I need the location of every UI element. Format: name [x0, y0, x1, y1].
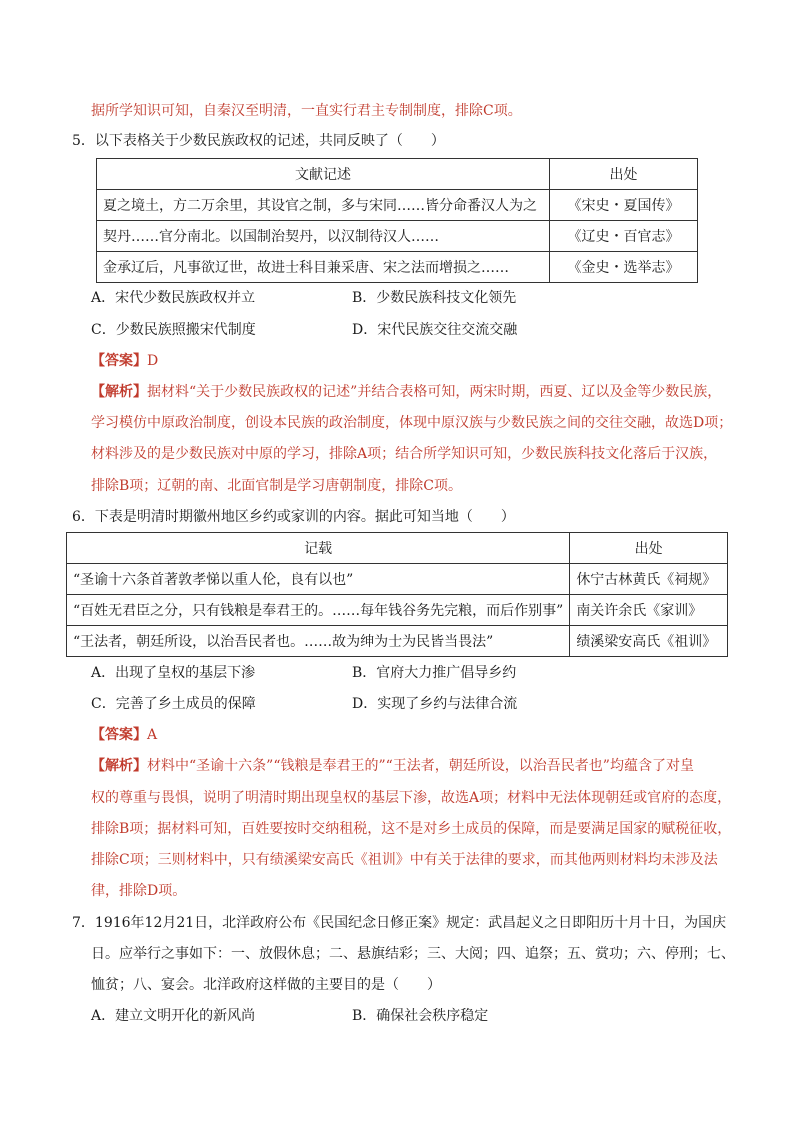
table-header: 文献记述	[97, 159, 550, 190]
q5-option-c: C．少数民族照搬宋代制度	[91, 322, 256, 338]
analysis-tag: 【解析】	[91, 384, 147, 400]
table-row	[67, 595, 728, 626]
table-header-row	[97, 159, 698, 190]
q5-analysis-line	[91, 382, 721, 402]
table-cell: 《辽史・百官志》	[550, 221, 698, 252]
q6-analysis-line: 权的尊重与畏惧，说明了明清时期出现皇权的基层下渗，故选A项；材料中无法体现朝廷或官府的态度，	[91, 790, 732, 806]
q7-stem-line: 日。应举行之事如下：一、放假休息；二、悬旗结彩；三、大阅；四、追祭；五、赏功；六、停刑；七、	[91, 946, 735, 962]
q5-option-a: A．宋代少数民族政权并立	[91, 290, 256, 306]
answer-value: A	[147, 727, 158, 743]
q5-analysis-line: 排除B项；辽朝的南、北面官制是学习唐朝制度，排除C项。	[91, 478, 462, 494]
q6-analysis-line	[91, 756, 694, 776]
table-row	[97, 252, 698, 283]
table-header-row	[67, 533, 728, 564]
q6-option-c: C．完善了乡土成员的保障	[91, 696, 256, 712]
q6-analysis-line: 律，排除D项。	[91, 883, 187, 899]
q5-analysis-line: 材料涉及的是少数民族对中原的学习，排除A项；结合所学知识可知，少数民族科技文化落后于汉族，	[91, 446, 718, 462]
q5-option-d: D．宋代民族交往交流交融	[352, 322, 518, 338]
analysis-text: 据材料“关于少数民族政权的记述”并结合表格可知，两宋时期，西夏、辽以及金等少数民族，	[147, 384, 722, 400]
table-row	[67, 626, 728, 657]
prev-explanation: 据所学知识可知，自秦汉至明清，一直实行君主专制制度，排除C项。	[91, 103, 522, 119]
q6-answer	[91, 725, 157, 745]
table-cell: 夏之境土，方二万余里，其设官之制，多与宋同……皆分命番汉人为之	[97, 190, 550, 221]
table-cell: “圣谕十六条首著敦孝悌以重人伦，良有以也”	[67, 564, 570, 595]
answer-value: D	[147, 353, 159, 369]
q7-stem-line: 7．1916年12月21日，北洋政府公布《民国纪念日修正案》规定：武昌起义之日即阳历十月十日，为国庆	[72, 915, 727, 931]
table-row	[97, 190, 698, 221]
answer-tag: 【答案】	[91, 727, 147, 743]
table-header: 记载	[67, 533, 570, 564]
q6-analysis-line: 排除B项；据材料可知，百姓要按时交纳租税，这不是对乡土成员的保障，而是要满足国家的赋税征收，	[91, 821, 732, 837]
table-cell: 南关许余氏《家训》	[570, 595, 728, 626]
q5-option-b: B．少数民族科技文化领先	[352, 290, 517, 306]
table-header: 出处	[570, 533, 728, 564]
table-cell: 契丹……官分南北。以国制治契丹，以汉制待汉人……	[97, 221, 550, 252]
table-cell: “王法者，朝廷所设，以治吾民者也。……故为绅为士为民皆当畏法”	[67, 626, 570, 657]
q5-analysis-line: 学习模仿中原政治制度，创设本民族的政治制度，体现中原汉族与少数民族之间的交往交融，故选D项；	[91, 415, 733, 431]
q6-option-d: D．实现了乡约与法律合流	[352, 696, 518, 712]
table-row	[67, 564, 728, 595]
q6-table	[66, 532, 728, 657]
q7-stem-line: 恤贫；八、宴会。北洋政府这样做的主要目的是（ ）	[91, 977, 441, 993]
table-cell: 《宋史・夏国传》	[550, 190, 698, 221]
table-header: 出处	[550, 159, 698, 190]
answer-tag: 【答案】	[91, 353, 147, 369]
q7-option-a: A．建立文明开化的新风尚	[91, 1008, 256, 1024]
q6-analysis-line: 排除C项；三则材料中，只有绩溪梁安高氏《祖训》中有关于法律的要求，而其他两则材料均未涉及法	[91, 852, 718, 868]
q7-option-b: B．确保社会秩序稳定	[352, 1008, 489, 1024]
q5-answer	[91, 351, 158, 371]
table-cell: “百姓无君臣之分，只有钱粮是奉君王的。……每年钱谷务先完粮，而后作别事”	[67, 595, 570, 626]
table-cell: 绩溪梁安高氏《祖训》	[570, 626, 728, 657]
table-row	[97, 221, 698, 252]
analysis-tag: 【解析】	[91, 758, 147, 774]
q6-option-b: B．官府大力推广倡导乡约	[352, 665, 517, 681]
q6-stem: 6．下表是明清时期徽州地区乡约或家训的内容。据此可知当地（ ）	[72, 509, 515, 525]
table-cell: 休宁古林黄氏《祠规》	[570, 564, 728, 595]
table-cell: 《金史・选举志》	[550, 252, 698, 283]
table-cell: 金承辽后，凡事欲辽世，故进士科目兼采唐、宋之法而增损之……	[97, 252, 550, 283]
q5-stem: 5．以下表格关于少数民族政权的记述，共同反映了（ ）	[72, 133, 445, 149]
q5-table	[96, 158, 698, 283]
analysis-text: 材料中“圣谕十六条”“钱粮是奉君王的”“王法者，朝廷所设，以治吾民者也”均蕴含了对皇	[147, 758, 694, 774]
q6-option-a: A．出现了皇权的基层下渗	[91, 665, 256, 681]
